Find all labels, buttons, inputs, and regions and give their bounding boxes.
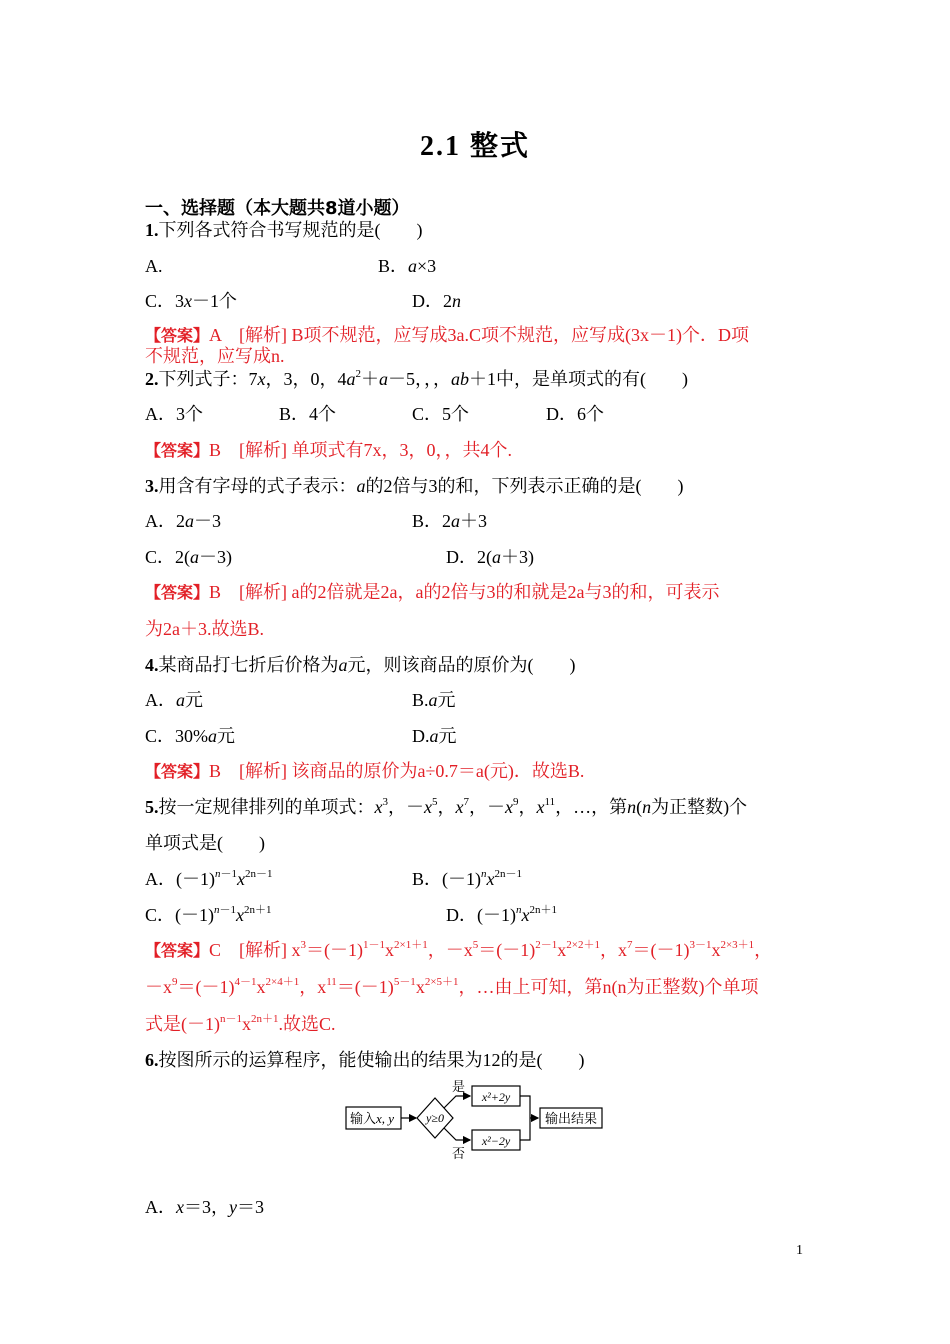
flow-no-expr: x²−2y (481, 1134, 511, 1148)
q2-option-a: A．3个 (145, 404, 203, 424)
page-number: 1 (796, 1243, 803, 1258)
q5-option-a: A．$(-1)^{n-1}x^{2n-1}$ (145, 868, 273, 889)
q3-answer: 【答案】B [解析] a的2倍就是2a，a的2倍与3的和就是2a与3的和，可表示 (145, 582, 720, 602)
q4-answer: 【答案】B [解析] 该商品的原价为a÷0.7＝a(元)．故选B. (145, 761, 585, 781)
q1-option-a: A. (145, 256, 163, 276)
flow-output-label: 输出结果 (544, 1111, 598, 1126)
question-number: 1. (145, 220, 159, 240)
q3-option-d: D．2(a＋3) (446, 547, 534, 567)
q1-option-d: D．2n (412, 291, 461, 311)
q2-option-c: C．5个 (412, 404, 470, 424)
section-heading: 一、选择题（本大题共8道小题） (145, 198, 410, 219)
q3-option-a: A．2a－3 (145, 511, 221, 531)
q3-option-b: B．2a＋3 (412, 511, 488, 531)
q5-answer-cont-1: $-x^9=(-1)^{4-1}x^{2\times 4+1}$，$x^{11}=(-1)^{5-1}x^{2\times 5+1}$，…由上可知，第n(n为正整数)个单项 (145, 976, 759, 997)
question-1-stem: 1.下列各式符合书写规范的是( ) (145, 220, 423, 240)
q4-option-d: D.a元 (412, 726, 457, 746)
question-4-stem: 4.某商品打七折后价格为a元，则该商品的原价为( ) (145, 655, 576, 675)
flow-condition: y≥0 (426, 1111, 444, 1125)
question-6-stem: 6.按图所示的运算程序，能使输出的结果为12的是( ) (145, 1050, 585, 1070)
flow-yes-label: 是 (452, 1080, 466, 1094)
q2-answer: 【答案】B [解析] 单项式有7x，3，0，，共4个. (145, 440, 513, 460)
q2-option-b: B．4个 (279, 404, 337, 424)
question-5-stem: 5.按一定规律排列的单项式：$x^3$，$-x^5$，$x^7$，$-x^9$，$x^{11}$，…，第n(n为正整数)个 (145, 796, 748, 817)
flow-no-label: 否 (452, 1146, 466, 1161)
answer-tag: 【答案】 (145, 326, 210, 345)
q6-option-a: A．x＝3，y＝3 (145, 1197, 264, 1217)
q3-answer-cont: 为2a＋3.故选B. (145, 619, 264, 639)
q2-option-d: D．6个 (546, 404, 604, 424)
q5-option-d: D．$(-1)^nx^{2n+1}$ (446, 904, 557, 925)
flow-no-arrow (444, 1128, 470, 1140)
q3-option-c: C．2(a－3) (145, 547, 232, 567)
q1-answer-cont: 不规范，应写成n. (145, 346, 285, 366)
q5-option-b: B．$(-1)^nx^{2n-1}$ (412, 868, 522, 889)
flowchart-diagram (340, 1080, 610, 1162)
q1-answer: 【答案】A [解析] B项不规范，应写成3a.C项不规范，应写成(3x－1)个．D项 (145, 325, 749, 345)
flow-merge-line (520, 1096, 530, 1140)
flow-yes-expr: x²+2y (481, 1090, 511, 1104)
question-3-stem: 3.用含有字母的式子表示：a的2倍与3的和，下列表示正确的是( ) (145, 476, 684, 496)
q5-answer-cont-2: 式是$(-1)^{n-1}x^{2n+1}$.故选C. (145, 1013, 336, 1034)
flow-input-label: 输入x, y (350, 1111, 395, 1126)
q1-option-c: C．3x－1个 (145, 291, 238, 311)
question-2-stem: 2.下列式子：7x，3，0，$4a^2+a-5$，，，ab＋1中，是单项式的有( ) (145, 368, 688, 389)
q1-option-b: B．a×3 (378, 256, 437, 276)
flow-yes-arrow (444, 1096, 470, 1108)
q5-answer: 【答案】C [解析] $x^3=(-1)^{1-1}x^{2\times 1+1}$，$-x^5=(-1)^{2-1}x^{2\times 2+1}$，$x^7=(-1)^{3-1}x^{2\times 3+1}$， (145, 939, 773, 960)
q5-option-c: C．$(-1)^{n-1}x^{2n+1}$ (145, 904, 272, 925)
q4-option-c: C．30%a元 (145, 726, 235, 746)
page-title: 2.1 整式 (419, 131, 530, 162)
q4-option-a: A．a元 (145, 690, 203, 710)
q4-option-b: B.a元 (412, 690, 456, 710)
question-5-stem-cont: 单项式是( ) (145, 833, 265, 853)
